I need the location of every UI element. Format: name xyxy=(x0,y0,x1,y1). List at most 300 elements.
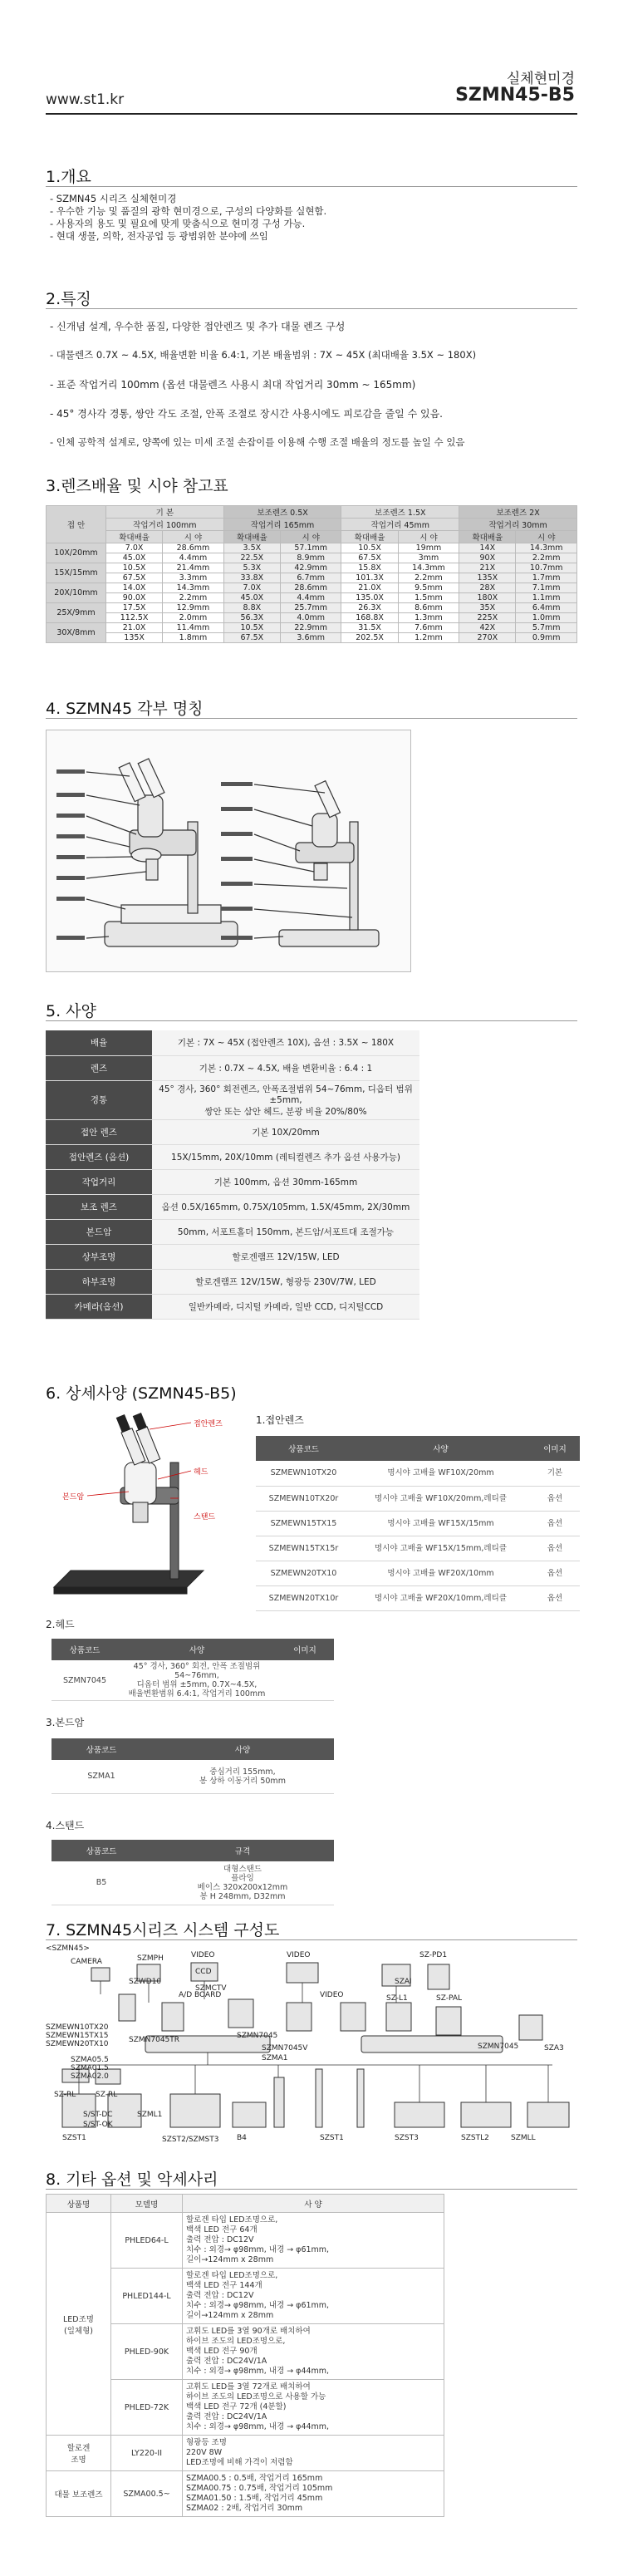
table-cell: B5 xyxy=(52,1861,151,1905)
option-row xyxy=(47,2213,444,2269)
section-title-options: 8. 기타 옵션 및 악세사리 xyxy=(46,2170,218,2189)
system-label: SZMCTV xyxy=(195,1984,227,1993)
section-divider xyxy=(46,1020,577,1021)
table-row xyxy=(52,1760,334,1793)
col-model: 모델명 xyxy=(111,2195,183,2213)
table-cell: 112.5X xyxy=(106,613,163,623)
table-row xyxy=(47,633,577,643)
option-model: PHLED64-L xyxy=(111,2213,183,2269)
section-divider xyxy=(46,2189,577,2190)
spec-key: 상부조명 xyxy=(46,1244,152,1269)
section-divider xyxy=(46,308,577,309)
options-table-wrap xyxy=(46,2194,444,2517)
spec-key: 경통 xyxy=(46,1080,152,1119)
spec-table xyxy=(46,1030,419,1320)
spec-value: 기본 10X/20mm xyxy=(152,1119,419,1144)
table-cell: 168.8X xyxy=(341,613,398,623)
system-label: S/ST-DC xyxy=(83,2111,113,2119)
table-cell: 10.5X xyxy=(106,563,163,573)
table-cell: 10.5X xyxy=(223,623,280,633)
table-cell: SZMA1 xyxy=(52,1760,151,1793)
system-label: SZSTL2 xyxy=(461,2134,489,2142)
table-cell: 90X xyxy=(459,553,516,563)
spec-row xyxy=(46,1169,419,1194)
group-header: 보조렌즈 0.5X xyxy=(223,506,341,519)
system-label: SZWD10 xyxy=(129,1978,162,1986)
system-diagram xyxy=(46,1944,577,2148)
system-label: SZMA01.5 xyxy=(71,2064,109,2072)
feature-item: - 인체 공학적 설계로, 양쪽에 있는 미세 조절 손잡이를 이용해 수행 조절 배율의 정도를 높일 수 있음 xyxy=(50,436,465,448)
table-cell: 67.5X xyxy=(106,573,163,583)
spec-value: 기본 : 7X ~ 45X (접안렌즈 10X), 옵션 : 3.5X ~ 180X xyxy=(152,1030,419,1055)
table-cell: 21.0X xyxy=(341,583,398,593)
spec-key: 배율 xyxy=(46,1030,152,1055)
table-cell xyxy=(276,1660,334,1701)
spec-key: 접안렌즈 (옵션) xyxy=(46,1144,152,1169)
system-label: SZMA1 xyxy=(262,2054,288,2062)
spec-row xyxy=(46,1055,419,1080)
option-row xyxy=(47,2471,444,2517)
table-cell: 28.6mm xyxy=(163,543,224,553)
group-wd: 작업거리 165mm xyxy=(223,519,341,531)
group-header: 기 본 xyxy=(106,506,224,519)
option-model: LY220-II xyxy=(111,2436,183,2471)
section-title-overview: 1.개요 xyxy=(46,168,91,186)
table-cell: SZMN7045 xyxy=(52,1660,118,1701)
col-image: 이미지 xyxy=(530,1436,580,1461)
magnification-table xyxy=(46,505,577,643)
table-cell: 0.9mm xyxy=(516,633,577,643)
sub-mag: 확대배율 xyxy=(106,531,163,543)
system-label: CCD xyxy=(195,1968,212,1976)
table-cell: 14X xyxy=(459,543,516,553)
table-cell: 57.1mm xyxy=(280,543,341,553)
table-cell: 225X xyxy=(459,613,516,623)
option-model: PHLED-72K xyxy=(111,2380,183,2436)
eyepiece-cell: 30X/8mm xyxy=(47,623,106,643)
bond-table-wrap xyxy=(52,1738,334,1794)
overview-bullets xyxy=(50,193,326,243)
system-label: SZST3 xyxy=(395,2134,419,2142)
head-table xyxy=(52,1639,334,1701)
table-cell: 21.0X xyxy=(106,623,163,633)
table-cell: 7.0X xyxy=(106,543,163,553)
stand-table xyxy=(52,1840,334,1905)
table-cell: 15.8X xyxy=(341,563,398,573)
system-label: SZMEWN15TX15 xyxy=(46,2032,109,2040)
sub-mag: 확대배율 xyxy=(223,531,280,543)
table-cell: 8.6mm xyxy=(398,603,459,613)
table-cell: 9.5mm xyxy=(398,583,459,593)
overview-bullet: - 사용자의 용도 및 필요에 맞게 맞춤식으로 현미경 구성 가능. xyxy=(50,218,306,229)
magnification-body xyxy=(47,543,577,643)
table-cell: 6.4mm xyxy=(516,603,577,613)
table-cell: 옵션 xyxy=(530,1511,580,1536)
head-heading: 2.헤드 xyxy=(46,1619,75,1630)
section-divider xyxy=(46,1939,577,1940)
col-spec: 사 양 xyxy=(183,2195,444,2213)
bond-heading: 3.본드암 xyxy=(46,1717,85,1728)
table-cell: 31.5X xyxy=(341,623,398,633)
table-row xyxy=(256,1585,580,1610)
col-spec: 사양 xyxy=(118,1639,276,1660)
spec-key: 하부조명 xyxy=(46,1269,152,1294)
table-cell: 11.4mm xyxy=(163,623,224,633)
option-spec: 할로겐 타입 LED조명으로, 백색 LED 전구 64개 출력 전압 : DC12V 치수 : 외경→ φ98mm, 내경 → φ61mm, 길이→124mm x 28mm xyxy=(183,2213,444,2269)
head-body xyxy=(52,1660,334,1701)
table-cell: 28.6mm xyxy=(280,583,341,593)
table-row xyxy=(52,1660,334,1701)
spec-value: 할로겐램프 12V/15W, 형광등 230V/7W, LED xyxy=(152,1269,419,1294)
system-label: SZML1 xyxy=(137,2111,163,2119)
eyepiece-body xyxy=(256,1461,580,1610)
table-cell: 14.3mm xyxy=(516,543,577,553)
section-divider xyxy=(46,718,577,719)
spec-key: 렌즈 xyxy=(46,1055,152,1080)
col-spec: 사양 xyxy=(351,1436,530,1461)
table-cell: 14.3mm xyxy=(398,563,459,573)
section-title-spec: 5. 사양 xyxy=(46,1002,96,1020)
table-cell: 22.5X xyxy=(223,553,280,563)
option-model: PHLED144-L xyxy=(111,2269,183,2324)
table-cell: 22.9mm xyxy=(280,623,341,633)
table-cell: 2.2mm xyxy=(398,573,459,583)
sub-fov: 시 야 xyxy=(163,531,224,543)
system-label: SZST2/SZMST3 xyxy=(162,2136,219,2144)
overview-bullet: - 현대 생물, 의학, 전자공업 등 광범위한 분야에 쓰임 xyxy=(50,230,268,242)
table-cell: 42.9mm xyxy=(280,563,341,573)
table-row xyxy=(256,1561,580,1585)
section-title-parts: 4. SZMN45 각부 명칭 xyxy=(46,700,204,718)
section-title-magnification: 3.렌즈배율 및 시야 참고표 xyxy=(46,477,228,495)
system-label: SZMN7045TR xyxy=(129,2036,180,2044)
spec-key: 카메라(옵션) xyxy=(46,1294,152,1319)
system-label: A/D BOARD xyxy=(179,1991,222,1999)
spec-key: 작업거리 xyxy=(46,1169,152,1194)
eyepiece-table xyxy=(256,1436,580,1611)
table-cell: 14.0X xyxy=(106,583,163,593)
table-cell: 7.6mm xyxy=(398,623,459,633)
spec-key: 보조 렌즈 xyxy=(46,1194,152,1219)
table-cell: 3.5X xyxy=(223,543,280,553)
table-cell: 180X xyxy=(459,593,516,603)
table-row xyxy=(47,563,577,573)
stand-heading: 4.스탠드 xyxy=(46,1820,85,1831)
parts-diagram xyxy=(46,730,411,972)
feature-item: - 대물렌즈 0.7X ~ 4.5X, 배율변환 비율 6.4:1, 기본 배율범위 : 7X ~ 45X (최대배율 3.5X ~ 180X) xyxy=(50,349,477,361)
bond-table xyxy=(52,1738,334,1794)
table-cell: 3.6mm xyxy=(280,633,341,643)
table-cell: 4.4mm xyxy=(280,593,341,603)
table-row xyxy=(47,613,577,623)
option-spec: 고휘도 LED를 3열 90개로 배치하여 하이브 조도의 LED조명으로, 백색 LED 전구 90개 출력 전압 : DC24V/1A 치수 : 외경→ φ98mm, 내경 → φ44mm, xyxy=(183,2324,444,2380)
table-cell: 1.5mm xyxy=(398,593,459,603)
system-label: VIDEO xyxy=(320,1991,344,1999)
col-code: 상품코드 xyxy=(52,1639,118,1660)
table-cell: SZMEWN15TX15 xyxy=(256,1511,351,1536)
system-label: S/ST-OK xyxy=(83,2121,113,2129)
option-spec: 할로겐 타입 LED조명으로, 백색 LED 전구 144개 출력 전압 : DC12V 치수 : 외경→ φ98mm, 내경 → φ61mm, 길이→124mm x 28mm xyxy=(183,2269,444,2324)
table-row xyxy=(52,1861,334,1905)
section-divider xyxy=(46,186,577,187)
system-label: CAMERA xyxy=(71,1958,102,1966)
option-name: LED조명 (일체형) xyxy=(47,2213,111,2436)
col-code: 상품코드 xyxy=(52,1840,151,1861)
system-label: SZMN7045V xyxy=(262,2044,308,2052)
table-cell: SZMEWN10TX20 xyxy=(256,1461,351,1486)
table-cell: 3mm xyxy=(398,553,459,563)
system-label: SZST1 xyxy=(320,2134,344,2142)
spec-body xyxy=(46,1030,419,1319)
table-cell: 기본 xyxy=(530,1461,580,1486)
col-eyepiece: 접 안 xyxy=(47,506,106,543)
table-cell: 135X xyxy=(459,573,516,583)
table-row xyxy=(47,623,577,633)
spec-value: 15X/15mm, 20X/10mm (레티컬렌즈 추가 옵션 사용가능) xyxy=(152,1144,419,1169)
table-cell: 45.0X xyxy=(106,553,163,563)
table-cell: 2.2mm xyxy=(163,593,224,603)
table-cell: 45° 경사, 360° 회전, 안폭 조절범위 54~76mm, 디옵터 범위 ±5mm, 0.7X~4.5X, 배율변환범위 6.4:1, 작업거리 100mm xyxy=(118,1660,276,1701)
spec-value: 할로겐램프 12V/15W, LED xyxy=(152,1244,419,1269)
doc-category: 실체현미경 xyxy=(506,71,575,87)
spec-row xyxy=(46,1269,419,1294)
spec-row xyxy=(46,1194,419,1219)
header-divider xyxy=(46,113,577,115)
eyepiece-table-wrap xyxy=(256,1436,580,1611)
eyepiece-cell: 25X/9mm xyxy=(47,603,106,623)
option-row xyxy=(47,2436,444,2471)
table-cell: 270X xyxy=(459,633,516,643)
label-eyepiece: 접안렌즈 xyxy=(194,1420,223,1428)
table-cell: 45.0X xyxy=(223,593,280,603)
table-row xyxy=(47,603,577,613)
table-cell: 2.0mm xyxy=(163,613,224,623)
table-cell: 1.1mm xyxy=(516,593,577,603)
spec-value: 옵션 0.5X/165mm, 0.75X/105mm, 1.5X/45mm, 2X/30mm xyxy=(152,1194,419,1219)
table-cell: 135.0X xyxy=(341,593,398,603)
spec-row xyxy=(46,1219,419,1244)
table-cell: 35X xyxy=(459,603,516,613)
table-cell: 26.3X xyxy=(341,603,398,613)
table-cell: SZMEWN20TX10 xyxy=(256,1561,351,1585)
option-model: PHLED-90K xyxy=(111,2324,183,2380)
system-label: SZMA05.5 xyxy=(71,2056,109,2064)
spec-row xyxy=(46,1080,419,1119)
section-title-detail: 6. 상세사양 (SZMN45-B5) xyxy=(46,1384,237,1403)
system-label: <SZMN45> xyxy=(46,1944,90,1953)
table-cell: 1.7mm xyxy=(516,573,577,583)
feature-item: - 45° 경사각 경통, 쌍안 각도 조절, 안폭 조절로 장시간 사용시에도 피로감을 줄일 수 있음. xyxy=(50,408,443,420)
col-name: 상품명 xyxy=(47,2195,111,2213)
options-table xyxy=(46,2194,444,2517)
eyepiece-cell: 15X/15mm xyxy=(47,563,106,583)
table-row xyxy=(47,553,577,563)
section-title-features: 2.특징 xyxy=(46,290,91,308)
table-cell: 10.5X xyxy=(341,543,398,553)
group-wd: 작업거리 45mm xyxy=(341,519,459,531)
system-label: SZ-PD1 xyxy=(419,1951,448,1959)
table-cell: 19mm xyxy=(398,543,459,553)
spec-value: 기본 : 0.7X ~ 4.5X, 배율 변환비율 : 6.4 : 1 xyxy=(152,1055,419,1080)
table-cell: 67.5X xyxy=(341,553,398,563)
table-cell: 3.3mm xyxy=(163,573,224,583)
table-cell: 12.9mm xyxy=(163,603,224,613)
table-cell: 중심거리 155mm, 봉 상하 이동거리 50mm xyxy=(151,1760,334,1793)
table-cell: 42X xyxy=(459,623,516,633)
magnification-table-wrap xyxy=(46,505,577,643)
system-label: SZMEWN10TX20 xyxy=(46,2023,109,2032)
spec-value: 50mm, 서포트홀더 150mm, 본드암/서포트대 조절가능 xyxy=(152,1219,419,1244)
stand-body xyxy=(52,1861,334,1905)
spec-row xyxy=(46,1144,419,1169)
sub-mag: 확대배율 xyxy=(459,531,516,543)
table-cell: 17.5X xyxy=(106,603,163,613)
system-label: SZMEWN20TX10 xyxy=(46,2040,109,2048)
table-row xyxy=(256,1461,580,1486)
table-cell: 1.8mm xyxy=(163,633,224,643)
table-cell: 명시야 고배율 WF10X/20mm xyxy=(351,1461,530,1486)
group-header: 보조렌즈 2X xyxy=(459,506,577,519)
table-cell: 135X xyxy=(106,633,163,643)
spec-row xyxy=(46,1294,419,1319)
table-cell: SZMEWN10TX20r xyxy=(256,1486,351,1511)
label-bond: 본드암 xyxy=(62,1493,85,1502)
table-cell: 56.3X xyxy=(223,613,280,623)
option-name: 할로겐 조명 xyxy=(47,2436,111,2471)
spec-row xyxy=(46,1119,419,1144)
table-cell: 7.1mm xyxy=(516,583,577,593)
table-cell: 8.8X xyxy=(223,603,280,613)
table-cell: 7.0X xyxy=(223,583,280,593)
sub-fov: 시 야 xyxy=(280,531,341,543)
site-url[interactable]: www.st1.kr xyxy=(46,91,125,108)
table-row xyxy=(256,1486,580,1511)
feature-item: - 표준 작업거리 100mm (옵션 대물렌즈 사용시 최대 작업거리 30mm ~ 165mm) xyxy=(50,379,416,391)
table-cell: 10.7mm xyxy=(516,563,577,573)
table-cell: 1.3mm xyxy=(398,613,459,623)
table-cell: 21X xyxy=(459,563,516,573)
table-cell: SZMEWN15TX15r xyxy=(256,1536,351,1561)
label-head: 헤드 xyxy=(194,1468,208,1477)
table-cell: 1.2mm xyxy=(398,633,459,643)
sub-fov: 시 야 xyxy=(398,531,459,543)
section-title-system: 7. SZMN45시리즈 시스템 구성도 xyxy=(46,1921,280,1939)
col-code: 상품코드 xyxy=(256,1436,351,1461)
bond-body xyxy=(52,1760,334,1793)
group-wd: 작업거리 30mm xyxy=(459,519,577,531)
table-row xyxy=(256,1536,580,1561)
table-cell: 101.3X xyxy=(341,573,398,583)
table-cell: 옵션 xyxy=(530,1585,580,1610)
table-cell: SZMEWN20TX10r xyxy=(256,1585,351,1610)
overview-bullet: - SZMN45 시리즈 실체현미경 xyxy=(50,193,177,204)
table-cell: 8.9mm xyxy=(280,553,341,563)
table-cell: 명시야 고배율 WF20X/10mm xyxy=(351,1561,530,1585)
sub-mag: 확대배율 xyxy=(341,531,398,543)
stand-table-wrap xyxy=(52,1840,334,1905)
table-cell: 5.7mm xyxy=(516,623,577,633)
table-cell: 5.3X xyxy=(223,563,280,573)
table-row xyxy=(47,543,577,553)
col-code: 상품코드 xyxy=(52,1738,151,1760)
table-cell: 21.4mm xyxy=(163,563,224,573)
system-label: SZAI xyxy=(395,1978,412,1986)
system-label: SZ-L1 xyxy=(386,1994,408,2003)
table-cell: 명시야 고배율 WF10X/20mm,레티클 xyxy=(351,1486,530,1511)
system-label: SZMN7045 xyxy=(478,2043,519,2051)
table-cell: 202.5X xyxy=(341,633,398,643)
table-cell: 28X xyxy=(459,583,516,593)
group-header: 보조렌즈 1.5X xyxy=(341,506,459,519)
table-cell: 67.5X xyxy=(223,633,280,643)
table-row xyxy=(47,573,577,583)
table-cell: 25.7mm xyxy=(280,603,341,613)
system-label: SZ-PAL xyxy=(436,1994,462,2003)
table-cell: 6.7mm xyxy=(280,573,341,583)
feature-item: - 신개념 설계, 우수한 품질, 다양한 접안렌즈 및 추가 대물 렌즈 구성 xyxy=(50,321,346,332)
table-cell: 명시야 고배율 WF20X/10mm,레티클 xyxy=(351,1585,530,1610)
option-spec: 형광등 조명 220V 8W LED조명에 비해 가격이 저렴함 xyxy=(183,2436,444,2471)
system-label: B4 xyxy=(237,2134,247,2142)
label-stand: 스탠드 xyxy=(194,1513,216,1522)
system-label: SZMPH xyxy=(137,1954,164,1963)
option-spec: SZMA00.5 : 0.5배, 작업거리 165mm SZMA00.75 : 0.75배, 작업거리 105mm SZMA01.50 : 1.5배, 작업거리 45mm SZMA02 : 2배, 작업거리 30mm xyxy=(183,2471,444,2517)
microscope-parts-illustration xyxy=(47,730,412,973)
col-image: 이미지 xyxy=(276,1639,334,1660)
system-label: SZMA02.0 xyxy=(71,2072,109,2081)
spec-row xyxy=(46,1030,419,1055)
table-cell: 2.2mm xyxy=(516,553,577,563)
spec-value: 기본 100mm, 옵션 30mm-165mm xyxy=(152,1169,419,1194)
spec-value: 45° 경사, 360° 회전렌즈, 안폭조절범위 54~76mm, 디옵터 범위 ±5mm, 쌍안 또는 삼안 헤드, 분광 비율 20%/80% xyxy=(152,1080,419,1119)
col-spec: 사양 xyxy=(151,1738,334,1760)
eyepiece-heading: 1.접안렌즈 xyxy=(256,1414,304,1426)
table-cell: 33.8X xyxy=(223,573,280,583)
system-label: SZMLL xyxy=(511,2134,536,2142)
options-body xyxy=(47,2213,444,2517)
microscope-photo xyxy=(46,1404,245,1604)
table-cell: 명시야 고배율 WF15X/15mm,레티클 xyxy=(351,1536,530,1561)
table-cell: 명시야 고배율 WF15X/15mm xyxy=(351,1511,530,1536)
table-cell: 대형스탠드 플라잉 베이스 320x200x12mm 봉 H 248mm, D32mm xyxy=(151,1861,334,1905)
system-label: SZST1 xyxy=(62,2134,86,2142)
detail-microscope-figure xyxy=(46,1404,245,1604)
table-cell: 14.3mm xyxy=(163,583,224,593)
table-cell: 1.0mm xyxy=(516,613,577,623)
system-label: SZMN7045 xyxy=(237,2032,278,2040)
table-cell: 90.0X xyxy=(106,593,163,603)
spec-table-wrap xyxy=(46,1030,419,1320)
spec-row xyxy=(46,1244,419,1269)
eyepiece-cell: 10X/20mm xyxy=(47,543,106,563)
spec-key: 접안 렌즈 xyxy=(46,1119,152,1144)
table-cell: 4.0mm xyxy=(280,613,341,623)
system-label: SZ-RL xyxy=(54,2091,76,2099)
table-cell: 옵션 xyxy=(530,1561,580,1585)
table-row xyxy=(47,593,577,603)
table-row xyxy=(47,583,577,593)
overview-bullet: - 우수한 기능 및 품질의 광학 현미경으로, 구성의 다양화를 실현함. xyxy=(50,205,327,217)
option-model: SZMA00.5~ xyxy=(111,2471,183,2517)
model-name: SZMN45-B5 xyxy=(455,85,575,106)
system-label: SZ-RL xyxy=(96,2091,118,2099)
head-table-wrap xyxy=(52,1639,334,1701)
group-wd: 작업거리 100mm xyxy=(106,519,224,531)
table-cell: 4.4mm xyxy=(163,553,224,563)
system-label: VIDEO xyxy=(287,1951,311,1959)
col-spec: 규격 xyxy=(151,1840,334,1861)
eyepiece-cell: 20X/10mm xyxy=(47,583,106,603)
